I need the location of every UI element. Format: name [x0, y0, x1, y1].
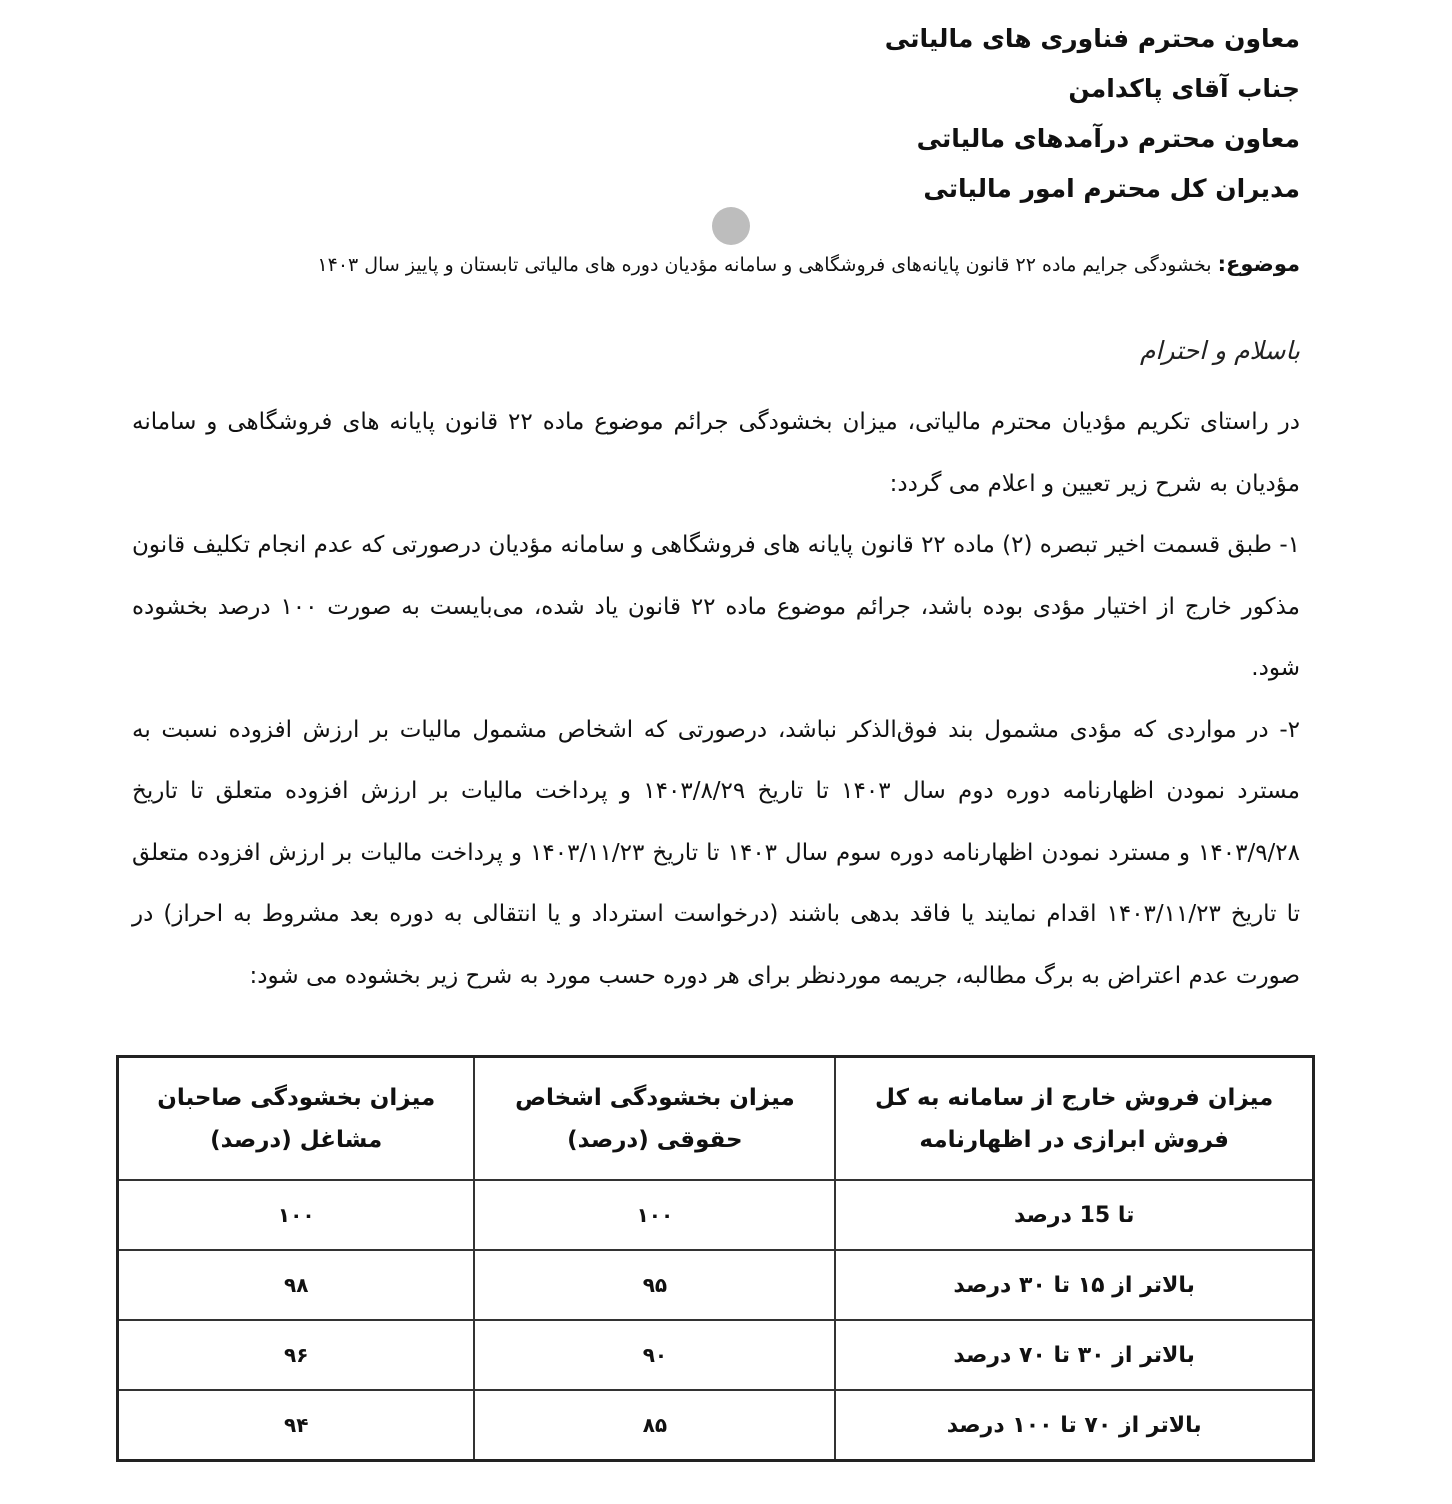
cell-owners: ۱۰۰ — [118, 1180, 475, 1250]
recipient-line: معاون محترم درآمدهای مالیاتی — [916, 124, 1300, 153]
cell-range: تا 15 درصد — [835, 1180, 1313, 1250]
subject-label: موضوع: — [1217, 252, 1300, 276]
table-row — [118, 1250, 1314, 1320]
header-legal-entities: میزان بخشودگی اشخاص حقوقی (درصد) — [474, 1057, 835, 1181]
cell-owners: ۹۴ — [118, 1390, 475, 1461]
table-header-row — [118, 1057, 1314, 1181]
cell-legal: ۹۰ — [474, 1320, 835, 1390]
subject-text: بخشودگی جرایم ماده ۲۲ قانون پایانه‌های فروشگاهی و سامانه مؤدیان دوره های مالیاتی تابستان و پاییز سال ۱۴۰۳ — [317, 254, 1212, 276]
letter-body — [132, 392, 1300, 1007]
forgiveness-rates-table — [116, 1055, 1315, 1462]
subject-line — [180, 246, 1300, 283]
recipient-line: معاون محترم فناوری های مالیاتی — [884, 24, 1300, 53]
clause-1-paragraph: ۱- طبق قسمت اخیر تبصره (۲) ماده ۲۲ قانون پایانه های فروشگاهی و سامانه مؤدیان درصورتی که عدم انجام تکلیف قانون مذکور خارج از اختیار مؤدی بوده باشد، جرائم موضوع ماده ۲۲ قانون یاد شده، می‌بایست به صورت ۱۰۰ درصد بخشوده شود. — [132, 532, 1300, 681]
cell-owners: ۹۸ — [118, 1250, 475, 1320]
cell-legal: ۸۵ — [474, 1390, 835, 1461]
cell-range: بالاتر از ۷۰ تا ۱۰۰ درصد — [835, 1390, 1313, 1461]
intro-paragraph: در راستای تکریم مؤدیان محترم مالیاتی، میزان بخشودگی جرائم موضوع ماده ۲۲ قانون پایانه های فروشگاهی و سامانه مؤدیان به شرح زیر تعیین و اعلام می گردد: — [132, 409, 1300, 497]
recipients-block — [600, 14, 1300, 214]
handwritten-greeting: باسلام و احترام — [1139, 336, 1300, 365]
cell-owners: ۹۶ — [118, 1320, 475, 1390]
table-row — [118, 1180, 1314, 1250]
header-business-owners: میزان بخشودگی صاحبان مشاغل (درصد) — [118, 1057, 475, 1181]
cell-range: بالاتر از ۱۵ تا ۳۰ درصد — [835, 1250, 1313, 1320]
table-row — [118, 1320, 1314, 1390]
cell-legal: ۹۵ — [474, 1250, 835, 1320]
header-sales-range: میزان فروش خارج از سامانه به کل فروش ابرازی در اظهارنامه — [835, 1057, 1313, 1181]
table-row — [118, 1390, 1314, 1461]
cell-legal: ۱۰۰ — [474, 1180, 835, 1250]
gray-dot-mark — [712, 207, 750, 245]
clause-2-paragraph: ۲- در مواردی که مؤدی مشمول بند فوق‌الذکر نباشد، درصورتی که اشخاص مشمول مالیات بر ارزش افزوده نسبت به مسترد نمودن اظهارنامه دوره دوم سال ۱۴۰۳ تا تاریخ ۱۴۰۳/۸/۲۹ و پرداخت مالیات بر ارزش افزوده متعلق تا تاریخ ۱۴۰۳/۹/۲۸ و مسترد نمودن اظهارنامه دوره سوم سال ۱۴۰۳ تا تاریخ ۱۴۰۳/۱۱/۲۳ و پرداخت مالیات بر ارزش افزوده متعلق تا تاریخ ۱۴۰۳/۱۱/۲۳ اقدام نمایند یا فاقد بدهی باشند (درخواست استرداد و یا انتقالی به دوره بعد مشروط به احراز) در صورت عدم اعتراض به برگ مطالبه، جریمه موردنظر برای هر دوره حسب مورد به شرح زیر بخشوده می شود: — [132, 716, 1301, 989]
cell-range: بالاتر از ۳۰ تا ۷۰ درصد — [835, 1320, 1313, 1390]
recipient-line: مدیران کل محترم امور مالیاتی — [923, 174, 1300, 203]
recipient-line: جناب آقای پاکدامن — [1068, 74, 1300, 103]
